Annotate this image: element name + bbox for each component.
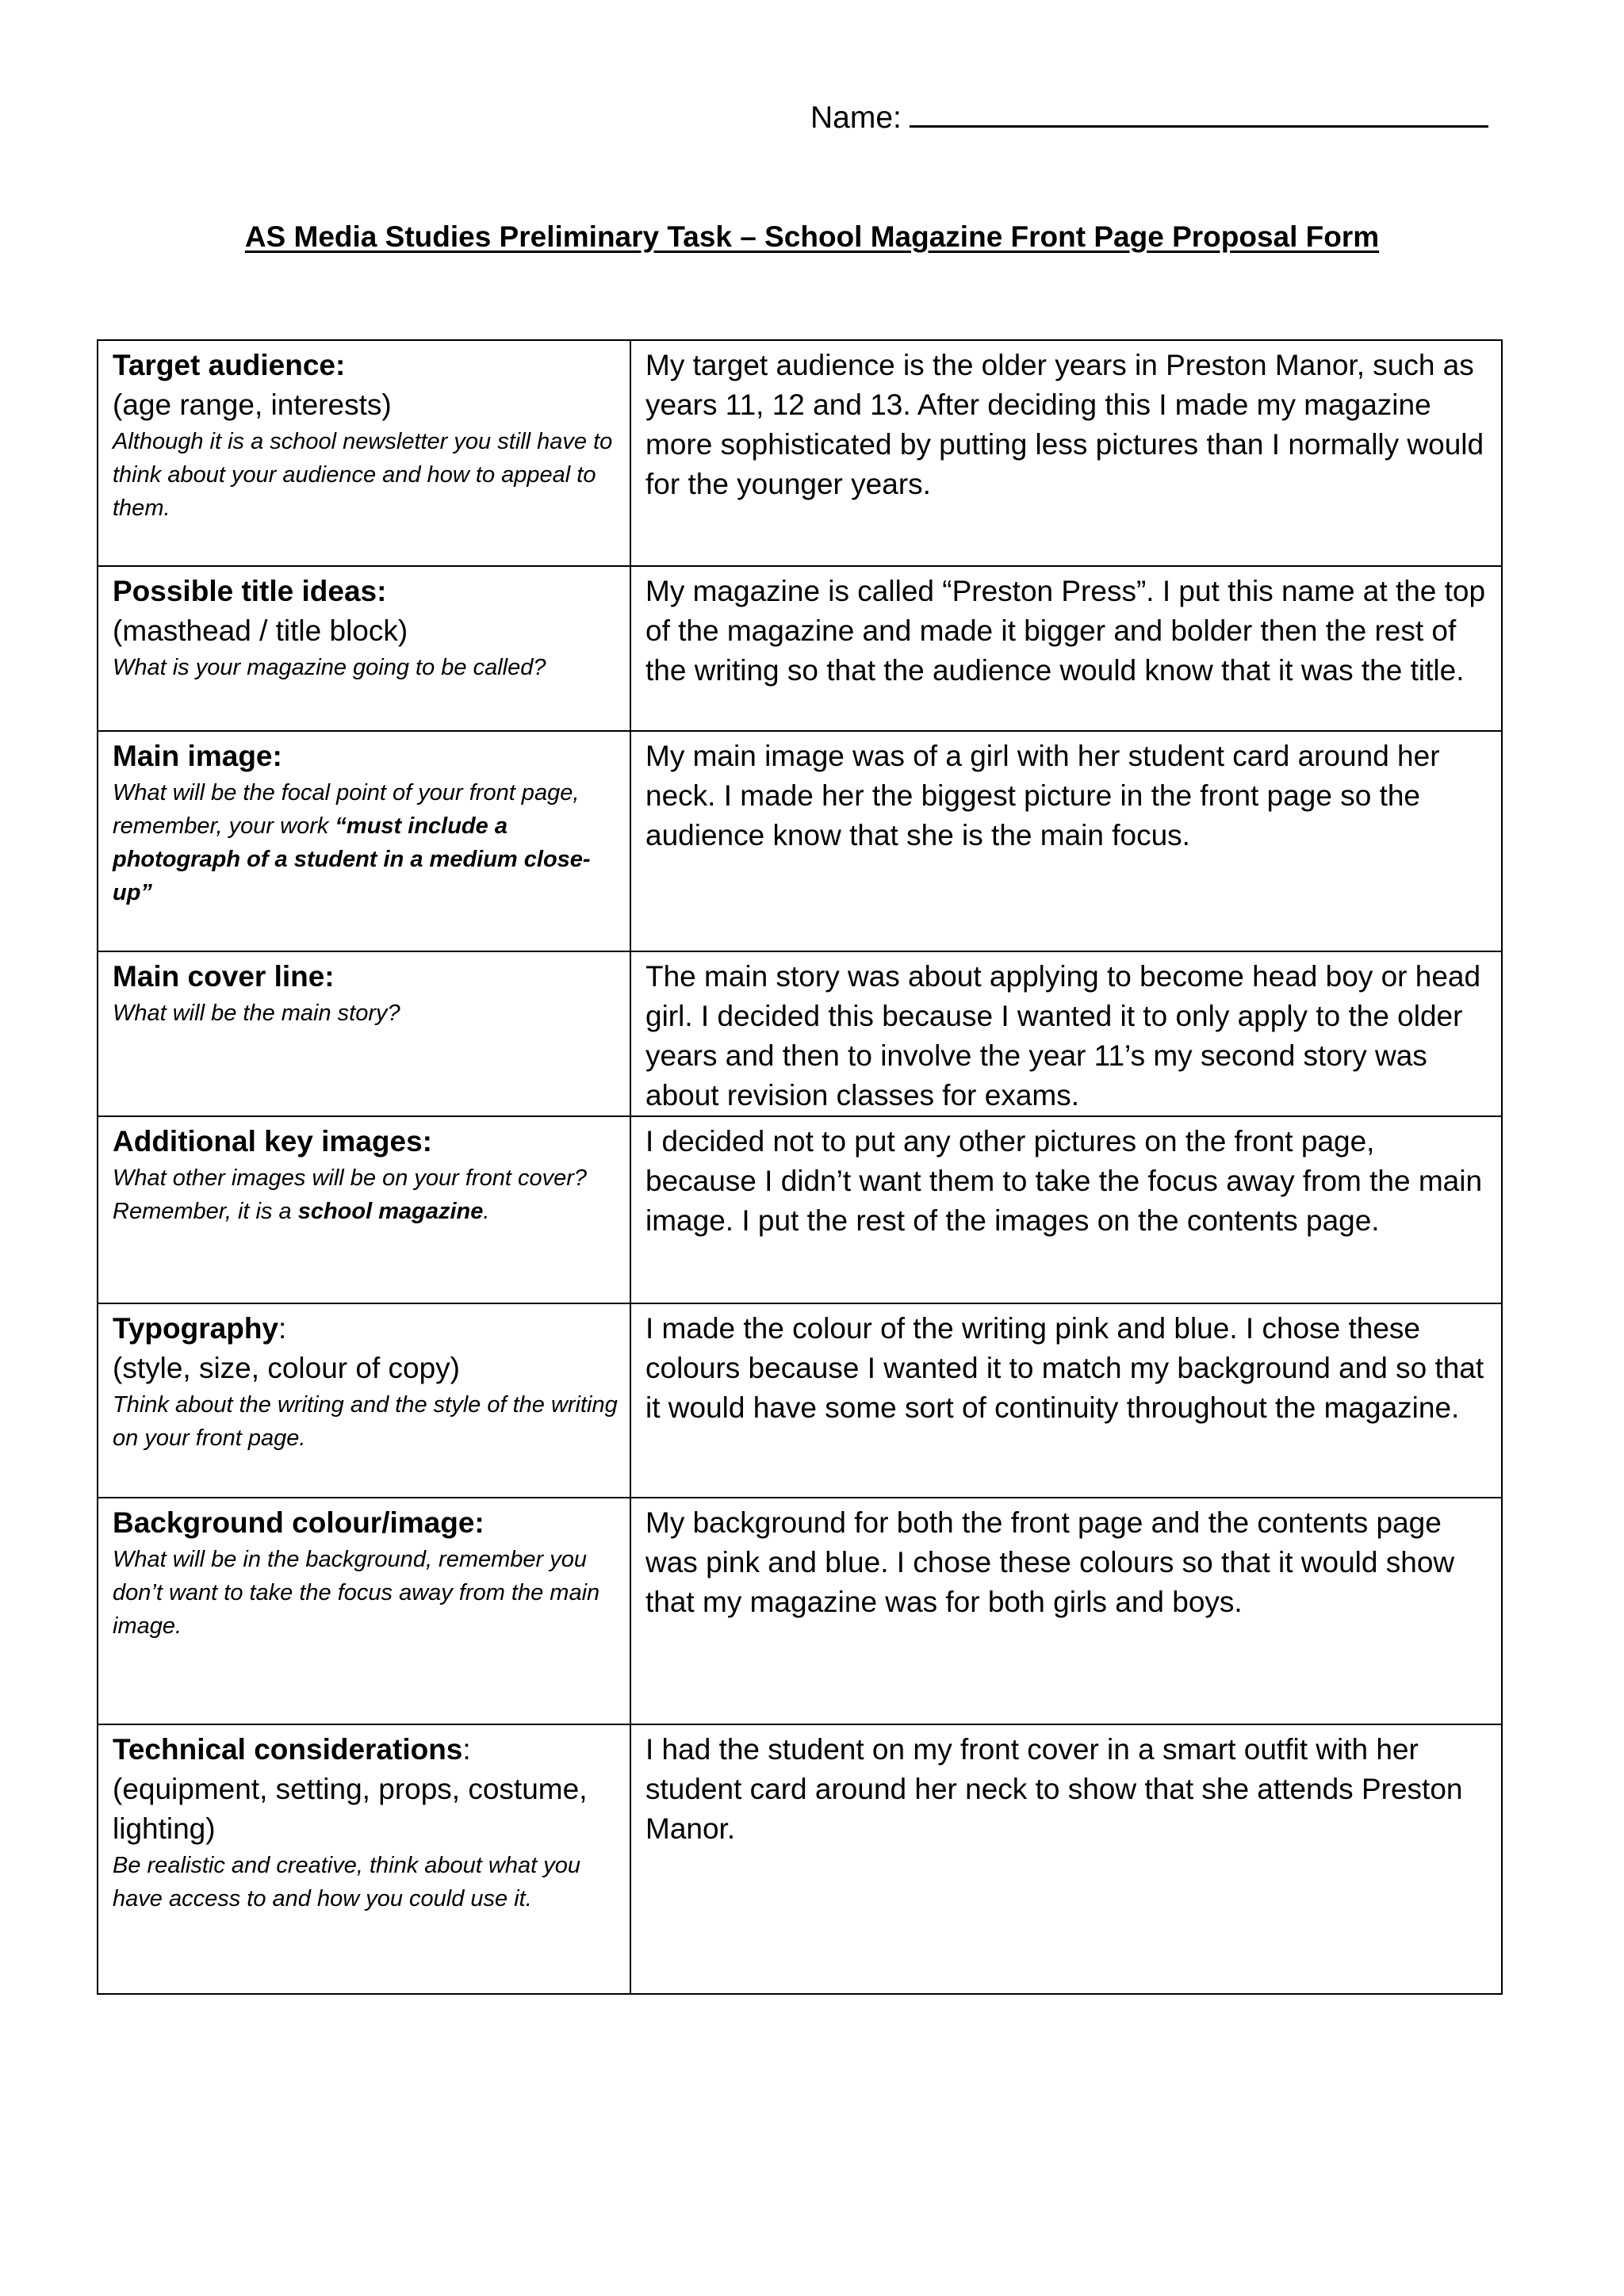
row-title: Typography <box>113 1312 278 1345</box>
table-row-target-audience <box>98 340 1502 566</box>
row-title: Technical considerations <box>113 1733 463 1766</box>
row-hint: What is your magazine going to be called? <box>113 655 546 680</box>
name-label: Name: <box>810 101 902 135</box>
page-title: AS Media Studies Preliminary Task – School Magazine Front Page Proposal Form <box>244 220 1380 253</box>
row-answer: I made the colour of the writing pink and blue. I chose these colours because I wanted it to match my background and so that it would have some sort of continuity throughout the magazine. <box>645 1312 1484 1424</box>
row-title: Additional key images: <box>113 1125 432 1158</box>
row-answer: My main image was of a girl with her student card around her neck. I made her the biggest picture in the front page so the audience know that she is the main focus. <box>645 740 1440 851</box>
table-row-title-ideas <box>98 566 1502 731</box>
label-cell: Technical considerations: (equipment, setting, props, costume, lighting) Be realistic and creative, think about what you have access to and how you could use it. <box>98 1724 630 1994</box>
row-answer: The main story was about applying to become head boy or head girl. I decided this because I wanted it to only apply to the older years and then to involve the year 11’s my second story was about revision classes for exams. <box>645 960 1481 1112</box>
proposal-table <box>97 339 1503 1995</box>
label-cell <box>98 1116 630 1303</box>
answer-cell <box>630 1303 1502 1498</box>
table-row-typography <box>98 1303 1502 1498</box>
row-title: Main image: <box>113 740 282 772</box>
answer-cell <box>630 340 1502 566</box>
answer-cell <box>630 1116 1502 1303</box>
row-hint: What other images will be on your front cover? <box>113 1165 587 1191</box>
row-subtitle: (masthead / title block) <box>113 614 408 647</box>
row-answer: My magazine is called “Preston Press”. I put this name at the top of the magazine and made it bigger and bolder then the rest of the writing so that the audience would know that it was the title. <box>645 575 1486 687</box>
row-title: Possible title ideas: <box>113 575 387 607</box>
row-hint: Be realistic and creative, think about what you have access to and how you could use it. <box>113 1853 580 1911</box>
row-hint: Think about the writing and the style of the writing on your front page. <box>113 1392 618 1451</box>
answer-cell <box>630 731 1502 951</box>
table-row-background <box>98 1498 1502 1724</box>
label-cell <box>98 566 630 731</box>
table-row-additional-images <box>98 1116 1502 1303</box>
row-title: Background colour/image: <box>113 1506 485 1539</box>
table-row-main-cover-line <box>98 951 1502 1116</box>
row-answer: My background for both the front page and the contents page was pink and blue. I chose these colours so that it would show that my magazine was for both girls and boys. <box>645 1506 1455 1618</box>
label-cell <box>98 340 630 566</box>
label-cell: Typography: (style, size, colour of copy) Think about the writing and the style of the writing on your front page. <box>98 1303 630 1498</box>
label-cell <box>98 951 630 1116</box>
row-title: Main cover line: <box>113 960 335 993</box>
name-blank-line[interactable] <box>910 94 1488 128</box>
row-title: Target audience: <box>113 349 346 381</box>
table-row-main-image <box>98 731 1502 951</box>
answer-cell <box>630 1498 1502 1724</box>
row-hint: What will be the focal point of your front page, remember, your work “must include a photograph of a student in a medium close-up” <box>113 780 591 905</box>
label-cell <box>98 731 630 951</box>
row-hint: What will be in the background, remember you don’t want to take the focus away from the main image. <box>113 1547 600 1639</box>
row-answer: My target audience is the older years in Preston Manor, such as years 11, 12 and 13. After deciding this I made my magazine more sophisticated by putting less pictures than I normally would for the younger years. <box>645 349 1484 500</box>
answer-cell <box>630 1724 1502 1994</box>
answer-cell <box>630 566 1502 731</box>
row-hint: Although it is a school newsletter you still have to think about your audience and how to appeal to them. <box>113 429 613 521</box>
row-subtitle: (age range, interests) <box>113 388 392 421</box>
row-answer: I decided not to put any other pictures on the front page, because I didn’t want them to take the focus away from the main image. I put the rest of the images on the contents page. <box>645 1125 1483 1237</box>
row-hint: What will be the main story? <box>113 1001 400 1026</box>
name-field-row <box>810 94 1488 137</box>
row-subtitle: (equipment, setting, props, costume, lighting) <box>113 1773 588 1845</box>
row-subtitle: (style, size, colour of copy) <box>113 1352 460 1384</box>
answer-cell <box>630 951 1502 1116</box>
label-cell <box>98 1498 630 1724</box>
row-hint-secondary: Remember, it is a school magazine. <box>113 1199 490 1224</box>
table-row-technical <box>98 1724 1502 1994</box>
row-answer: I had the student on my front cover in a smart outfit with her student card around her neck to show that she attends Preston Manor. <box>645 1733 1463 1845</box>
